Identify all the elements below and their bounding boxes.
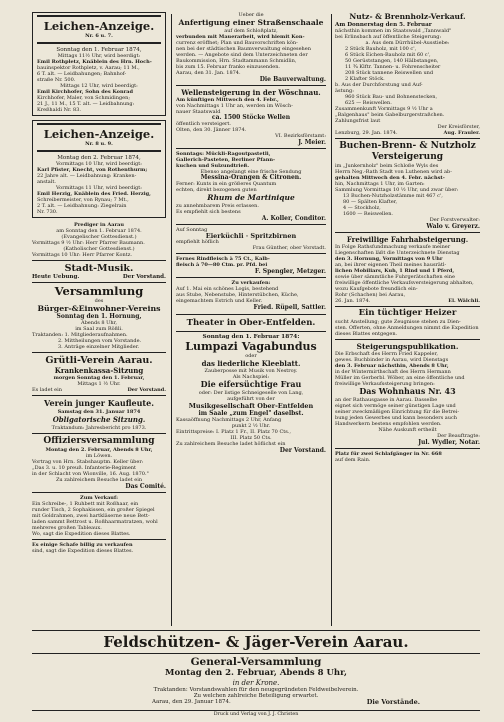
- pastry-line: echten, direkt bezogenen guten: [176, 187, 257, 193]
- funeral-notice-1-line: Kirchhofer, Maler, von Schmidingen;: [37, 95, 130, 101]
- theater-signature: Der Vorstand.: [279, 447, 326, 454]
- theater-hall: im Saale „zum Engel" daselbst.: [198, 410, 304, 417]
- wellen-line: Olten, den 30. Jänner 1874.: [176, 127, 247, 133]
- wellen-signature: J. Meier.: [298, 139, 326, 146]
- offiziers-location: im Löwen.: [85, 452, 113, 459]
- heizer-line: sucht Anstellung; gute Zeugnisse stehen zu Dien-: [335, 318, 461, 325]
- holz-a-item: 2 Klafter Stöck.: [345, 75, 385, 82]
- gv-agenda: Traktanden: Vorstandswahlen für den neugegründeten Feldweibelverein.: [153, 686, 359, 693]
- gv-title: General-Versammlung: [190, 656, 322, 668]
- platz-line: Platz für zwei Schlafgänger in Nr. 668: [335, 450, 442, 457]
- sale-line: Ein Schreibe-, 1 Ruhbett mit Roßhaar, ein: [32, 500, 139, 507]
- stadtmusik-practice: Heute Uebung.: [32, 274, 80, 280]
- street-line: Baukommission, Hrn. Stadtammann Schmidlin,: [176, 57, 297, 64]
- holz-meeting-2: „Balgenhaus" beim Gabelburgerstraßchen.: [335, 111, 445, 118]
- stadtmusik-title: Stadt-Musik.: [64, 263, 134, 274]
- assembly-agenda-item: 2. Mittheilungen vom Vorstande.: [58, 337, 142, 344]
- haus-line: an der Rathausgasse in Aarau. Dasselbe: [335, 396, 438, 403]
- offiziers-line: in der Schlacht von Wionville, 16. Aug. 1870.": [32, 470, 149, 477]
- heizer-title: Ein tüchtiger Heizer: [358, 308, 457, 318]
- holz-a-item: 2 Stück Bauholz, mit 100 c',: [345, 45, 417, 52]
- freiw-line: In Folge Rathsfundmachung verkaufe meiner: [335, 244, 451, 250]
- kranken-date: morgen Sonntag den 1. Februar,: [53, 375, 145, 381]
- theater-opening: Kassaöffnung Nachmittags 2 Uhr, Anfang: [176, 417, 282, 423]
- holz-a-item: 11 ¾ Klftr. Tannen- u. Fohrenscheiter: [345, 63, 441, 70]
- holz-a-item: 50 Gerüststangen, 140 Hälbstangen,: [345, 57, 439, 64]
- theater-performed: aufgeführt von der: [227, 395, 275, 402]
- sale-line: laden sammt Bettrost u. Roßhaarmatratzen, wohl: [32, 518, 158, 525]
- theater-invite: Zu zahlreichem Besuche ladet höflichst ein: [176, 441, 286, 447]
- street-title: Anfertigung einer Straßenschaale: [178, 18, 324, 27]
- pastry-line: Messina-Orangen & Citronen.: [200, 174, 302, 181]
- holz-payment: Zahlungsfrist laut: [335, 117, 381, 124]
- assembly-club: Bürger-&Einwohner-Vereins: [37, 304, 161, 313]
- sheep-line: Es einige Schafe billig zu verkaufen: [32, 541, 133, 548]
- theater-nachspiel: Als Nachspiel:: [232, 374, 270, 380]
- steig-line: Müller im Gerberbl. Wöber, an eine öffentliche und: [335, 375, 465, 381]
- steig-title: Steigerungspublikation.: [356, 341, 459, 351]
- sale-line: mehreres großen Tableaux.: [32, 524, 102, 531]
- meat-line-1: Fernes Rindfleisch à 75 Ct., Kalb-: [176, 255, 270, 262]
- spengler-signature: F. Spengler, Metzger.: [254, 267, 326, 275]
- funeral-notice-1-title: Leichen-Anzeige.: [43, 19, 155, 33]
- offiziers-title: Offiziersversammlung: [43, 435, 155, 446]
- feld-title: Feldschützen- & Jäger-Verein Aarau.: [103, 633, 409, 651]
- wellen-line: nauer Staatswald: [176, 109, 221, 115]
- offiziers-line: Zu zahlreichem Besuche ladet ein: [55, 476, 143, 483]
- theater-play: Lumpazi Vagabundus: [185, 339, 317, 353]
- preacher-line: (Evangelischer Gottesdienst.): [61, 234, 137, 240]
- stadtmusik-board: Der Vorstand.: [122, 274, 166, 280]
- funeral-notice-2-number: Nr. 8 u. 9.: [85, 141, 113, 147]
- buchen-line: gehalten Mittwoch den 4. Febr. nächst-: [335, 174, 445, 181]
- funeral-notice-1-line: Emil Rothpletz, Knäblein des Hrn. Hoch-: [37, 59, 152, 65]
- platz-line-2: auf dem Rain.: [335, 456, 371, 463]
- funeral-notice-1-line: Mittags 12 Uhr, wird beerdigt:: [60, 83, 138, 89]
- buchen-signature: Walo v. Greyerz.: [426, 222, 480, 230]
- kranken-invite: Es ladet ein: [32, 387, 62, 393]
- holz-b2: ästung:: [335, 87, 354, 94]
- freiw-signature: El. Wälchli.: [448, 298, 480, 304]
- wellen-line: öffentlich versteigert.: [176, 121, 232, 127]
- street-signature: Die Bauverwaltung.: [259, 75, 326, 83]
- funeral-notice-2-line: Nr. 730.: [37, 209, 58, 215]
- wellen-line: ca. 1500 Stöcke Wellen: [211, 114, 291, 121]
- buchen-line: hin, Nachmittags 1 Uhr, im Garten:: [335, 180, 425, 187]
- gv-invite: Zu welchen zahlreiche Beteiligung erwartet.: [193, 692, 319, 699]
- column-rule: [171, 14, 172, 626]
- holz-forester: Der Kreisförster,: [437, 123, 480, 130]
- funeral-notice-2-line: 2 T. alt. — Leidbahnung: Ziegelrain: [37, 203, 127, 209]
- offiziers-line: Vortrag von Hrn. Stabshauptm. Keller über:: [32, 458, 144, 465]
- freiw-line: wozu Kaufgebote freundlich ein-: [335, 286, 418, 292]
- sale-line: mit Goldrahmen, zwei hartkläserne neue Bett-: [32, 512, 150, 519]
- haus-line: Handwerkern bestens empfohlen werden.: [335, 420, 442, 427]
- freiw-line: lichen Mobiliars, Kuh, 1 Rind und 1 Pferd,: [335, 268, 455, 274]
- funeral-notice-1-line: Emil Kirchhofer, Sohn des Konrad: [37, 89, 134, 95]
- buchen-item: 1600 — Reiswellen.: [343, 210, 393, 217]
- theater-prices: Eintrittspreise: I. Platz 1 Fr., II. Platz 70 Cts.,: [176, 429, 292, 435]
- holz-line: nächsthin kommen im Staatswald „Tannwald": [335, 27, 452, 34]
- funeral-notice-2-line: Emil Herzig, Knäblein des Fried. Herzig,: [37, 191, 151, 197]
- koller-signature: A. Koller, Conditor.: [261, 214, 326, 222]
- pastry-line-2: Gallerich-Pasteten, Berliner Pfann-: [176, 157, 276, 163]
- holz-signature: Aug. Frauler.: [443, 129, 480, 136]
- eierkuechli: Eierküchli · Spritzbirnen: [205, 231, 297, 240]
- assembly-place: im Saal zum Rößli.: [75, 325, 123, 332]
- funeral-notice-1-number: Nr. 6 u. 7.: [85, 33, 113, 39]
- rhum-title: Rhum de Martinique: [207, 193, 295, 202]
- steig-line: gewes. Buchbinder in Aarau, wird Dienstags: [335, 357, 449, 363]
- preacher-line: am Sonntag den 1. Februar 1874.: [56, 228, 142, 234]
- holz-title: Nutz- & Brennholz-Verkauf.: [349, 12, 466, 21]
- buchen-subtitle: Versteigerung: [371, 151, 444, 162]
- gv-place: in der Krone.: [232, 678, 280, 687]
- preacher-line: Vormittags 9 ½ Uhr: Herr Pfarrer Baumann.: [32, 240, 145, 246]
- wellen-office: VI. Bezirksförstamt:: [275, 133, 326, 139]
- pastry-line-3: kuchen und Sulzundtrieß.: [176, 163, 250, 169]
- offiziers-signature: Das Comité.: [125, 482, 166, 490]
- buchen-item: 80 — Spälten Klafter,: [343, 198, 398, 205]
- ruprell-signature: Fried. Rüpell, Sattler.: [253, 303, 326, 311]
- column-left: [32, 12, 166, 554]
- column-right: [335, 12, 480, 463]
- holz-meeting: Zusammenkunft Vormittags 9 ½ Uhr a: [335, 105, 433, 112]
- funeral-notice-1-line: Kreßhaldi Nr. 83.: [37, 107, 81, 113]
- verkaufen-line: Auf 1. Mai ein schönes Logis, bestehend: [176, 285, 279, 292]
- assembly-title: Versammlung: [54, 284, 144, 298]
- freiw-title: Freiwillige Fahrhabsteigerung.: [346, 234, 469, 244]
- kaufleute-agenda: Traktandum: Jahresbericht pro 1873.: [51, 424, 147, 431]
- funeral-notice-2: [32, 120, 166, 218]
- kranken-title: Krankenkassa-Sitzung: [54, 365, 144, 375]
- assembly-des: des: [94, 298, 104, 304]
- funeral-notice-1-line: 6 T. alt. — Leidbahungen; Bahnhof-: [37, 71, 127, 77]
- preacher-title: Prediger in Aarau: [74, 222, 124, 228]
- kranken-time: Mittags 1 ½ Uhr.: [77, 381, 121, 387]
- rhum-price: zu annehmbarem Preis erlassen.: [176, 202, 259, 209]
- haus-line: bung jeden Gewerbes und kann besonders auch: [335, 414, 457, 421]
- theater-date: Sonntag den 1. Februar 1874:: [202, 333, 300, 340]
- funeral-notice-1-line: 21 J., 11 M., 15 T. alt. — Leidbahnung:: [37, 101, 135, 107]
- gruetli-title: Grütli-Verein Aarau.: [45, 354, 153, 366]
- freiw-line: an, bei ihrer eigenen Theil meines hausrätl-: [335, 262, 447, 268]
- holz-b-item: 960 Stück Bau- und Bohnenstecken,: [345, 93, 438, 100]
- verkaufen-line: aus Stube, Nebenstube, Hinterstübchen, Küche,: [176, 291, 299, 298]
- steig-line: in der Wintermirthschaft des Herrn Hermann: [335, 369, 451, 375]
- street-sub: auf dem Schloßplatz,: [224, 27, 278, 34]
- haus-line: seiner zweckmäßigen Einrichtung für die Betrei-: [335, 408, 460, 415]
- pastry-line: Ebenso angelangt eine frische Sendung: [200, 169, 302, 175]
- funeral-notice-2-line: Vormittags 10 Uhr, wird beerdigt:: [56, 161, 142, 167]
- heizer-line: sten. Offerten, ohne Anmeldungen nimmt die Expedition: [335, 324, 479, 331]
- sale-title: Zum Verkauf:: [80, 494, 118, 501]
- haus-title: Das Wohnhaus Nr. 43: [359, 386, 456, 396]
- steig-line: Die Erbschaft des Herrn Fried Kappeler,: [335, 351, 438, 357]
- rhum-recommend: Es empfiehlt sich bestens: [176, 208, 241, 215]
- holz-line: bei Erlinsbach auf öffentliche Steigerung:: [335, 33, 442, 40]
- assembly-time: Abends 8 Uhr,: [81, 319, 117, 326]
- imprint-text: Druck und Verlag von J. J. Christen: [213, 712, 299, 717]
- buchen-admin: Der Forstverwalter:: [429, 216, 480, 223]
- holz-a-item: 6 Stück Eichen-Bauholz mit 60 c',: [345, 51, 431, 58]
- heizer-line: dieses Blattes entgegen.: [335, 330, 398, 337]
- freiw-line: den 3. Hornung, Vormittags von 9 Uhr: [335, 256, 443, 262]
- haus-signature: Jul. Wydler, Notar.: [418, 438, 480, 446]
- haus-info: Nähe Auskunft ertheilt: [378, 426, 437, 433]
- wellen-line: von Nachmittags 1 Uhr an, werden im Wösch-: [176, 103, 293, 109]
- kaufleute-session: Obligatorische Sitzung.: [52, 415, 146, 424]
- funeral-notice-2-date: Montag den 2. Februar 1874,: [57, 155, 141, 161]
- street-line: werden. — Angebote sind dem Unterzeichneten der: [176, 51, 308, 58]
- funeral-notice-1-line: Mittags 11½ Uhr, wird beerdigt:: [57, 53, 141, 59]
- haus-agent: Der Beauftragte:: [437, 432, 480, 439]
- funeral-notice-2-title: Leichen-Anzeige.: [43, 127, 155, 141]
- theater-author: Zauberposse mit Musik von Nestroy.: [204, 368, 298, 374]
- buchen-item: 4 — Stockholz,: [343, 204, 381, 211]
- haus-line: eignet sich vermöge seiner günstigen Lage und: [335, 402, 456, 409]
- kaufleute-date: Samstag den 31. Januar 1874: [57, 409, 141, 415]
- pastry-line-1: Sonntags: Mückli-Ragoutpastetli,: [176, 151, 271, 157]
- street-line: Aarau, den 31. Jan. 1874.: [176, 69, 241, 76]
- gv-date-line: Aarau, den 29. Januar 1874.: [152, 698, 231, 705]
- verkaufen-title: Zu verkaufen:: [231, 279, 271, 286]
- freiw-line: Liegenschaften läßt die Unterzeichnete Dienstag: [335, 250, 460, 256]
- kaufleute-title: Verein junger Kaufleute.: [44, 398, 154, 408]
- holz-a-item: 208 Stück tannene Reiswellen und: [345, 69, 434, 76]
- street-line: currenz eröffnet; Plan und Bauvorschriften kön-: [176, 39, 298, 46]
- funeral-notice-2-line: Schreibermeister, von Rynau; 7 Mt.,: [37, 197, 129, 203]
- offiziers-date: Montag den 2. Februar, Abends 8 Uhr,: [45, 446, 153, 453]
- theater-afterpiece: Die eifersüchtige Frau: [200, 379, 302, 389]
- freiw-line: sowie über sämmtliche Fuhrgerätschaften eine: [335, 274, 455, 280]
- street-line: verbunden mit Mauerarbeit, wird hiemit Kon-: [176, 33, 305, 40]
- pastry-line: Ferner: Kunts in ein größeres Quantum: [176, 181, 277, 187]
- theater-oder: oder: [245, 352, 257, 359]
- recommend-2: empfiehlt höflich: [176, 238, 219, 245]
- column-rule: [331, 14, 332, 626]
- offiziers-line: „Das 3. u. 10 preuß. Infanterie-Regiment: [32, 464, 137, 471]
- sunday-label: Auf Sonntag: [176, 226, 208, 233]
- street-line: bis zum 15. Februar franko einzusenden.: [176, 63, 281, 70]
- funeral-notice-1-line: bauinspektor Rothpletz, v. Aarau; 11 M.,: [37, 65, 140, 71]
- buchen-line: Sammlung Vormittags 10 ½ Uhr, und zwar über:: [335, 186, 459, 193]
- holz-b-item: 625 — Reiswellen.: [345, 99, 392, 106]
- funeral-notice-1-line: straße Nr. 500.: [37, 77, 76, 83]
- sale-line: Wo, sagt die Expedition dieses Blattes.: [32, 530, 131, 537]
- theater-afterpiece-sub: oder: Der listige Schneigeselle von Lang,: [198, 389, 304, 396]
- holz-date: Am Donnerstag den 5. Februar: [335, 21, 432, 28]
- holz-a: a. Aus dem Dürrhübel-Ausstiebe:: [365, 39, 450, 46]
- street-ueber: Ueber die: [238, 12, 264, 18]
- theater-start: punkt 2 ½ Uhr.: [231, 423, 271, 429]
- funeral-notice-2-line: anstalt.: [37, 179, 56, 185]
- freiw-line: Rohr (Schachen) bei Aarau,: [335, 292, 406, 298]
- funeral-notice-2-line: 22 Jahre alt. — Leidbahnung: Kranken-: [37, 173, 137, 179]
- gv-signature: Die Vorstände.: [366, 697, 420, 706]
- preacher-line: (Katholischer Gottesdienst.): [63, 246, 135, 252]
- bottom-banner: [32, 630, 480, 705]
- sale-line: runder Tisch, 2 Sophakissen, ein großer Spiegel: [32, 506, 155, 513]
- holz-place-date: Lenzburg, 29. Jan. 1874.: [335, 129, 398, 136]
- funeral-notice-1-date: Sonntag den 1. Februar 1874,: [56, 47, 142, 53]
- funeral-notice-2-line: Karl Pfister, Knecht, von Rothenthurm;: [37, 167, 148, 173]
- street-line: nen bei der städtischen Baumverwaltung eingesehen: [176, 45, 311, 52]
- theater-society: Musikgesellschaft Ober-Entfelden: [188, 401, 314, 410]
- holz-b: b. Aus der Durchforstung und Auf-: [335, 81, 423, 88]
- assembly-date: Sonntag den 1. Hornung,: [56, 312, 142, 320]
- freiw-line: freiwillige öffentliche Verkaufsversteigerung abhalten,: [335, 280, 474, 286]
- wellen-title: Wellensteigerung in der Wöschnau.: [181, 87, 321, 97]
- funeral-notice-1: [32, 12, 166, 116]
- steig-line: freiwillige Verkaufssteigerung bringen:: [335, 381, 435, 387]
- sheep-line-2: sind, sagt die Expedition dieses Blattes.: [32, 547, 134, 554]
- wellen-line: Am künftigen Mittwoch den 4. Febr.,: [176, 97, 279, 103]
- column-middle: [176, 12, 326, 454]
- meat-line-2: fleisch à 70—80 Ctm. pr. Pfd. bei: [176, 261, 268, 268]
- theater-subtitle: das liederliche Kleeblatt.: [201, 358, 301, 368]
- gv-date: Montag den 2. Februar, Abends 8 Uhr,: [165, 668, 347, 678]
- assembly-agenda-item: 3. Anträge einzelner Mitglieder.: [58, 343, 140, 350]
- steig-line: den 3. Februar nächsthin, Abends 8 Uhr,: [335, 363, 449, 369]
- buchen-line: Herrn Neg.-Rath Stadt von Luthenen wird ab-: [335, 168, 452, 175]
- funeral-notice-2-line: Vormittags 11 Uhr, wird beerdigt:: [56, 185, 142, 191]
- preacher-line: Vormittags 10 Uhr: Herr Pfarrer Kontz.: [32, 252, 132, 258]
- kranken-board: Der Vorstand.: [127, 387, 166, 393]
- frau-guenther: Frau Günther, ober Vorstadt.: [252, 244, 326, 251]
- imprint: [32, 710, 480, 718]
- assembly-agenda-item: Traktanden: 1. Mitgliederaufnahmen.: [32, 331, 128, 338]
- buchen-item: 13 Buchen-Nutzholzstämme mit 467 c',: [343, 192, 443, 199]
- verkaufen-line: eingemachtem Estrich und Keller.: [176, 297, 263, 304]
- freiw-date: 26. Jan. 1874.: [335, 298, 371, 304]
- theater-prices-3: III. Platz 50 Cts.: [230, 435, 272, 441]
- theater-title: Theater in Ober-Entfelden.: [186, 317, 316, 328]
- buchen-line: im „Junkernholz" beim Schloße Wyls des: [335, 162, 439, 169]
- buchen-title: Buchen-Brenn- & Nutzholz: [339, 140, 476, 151]
